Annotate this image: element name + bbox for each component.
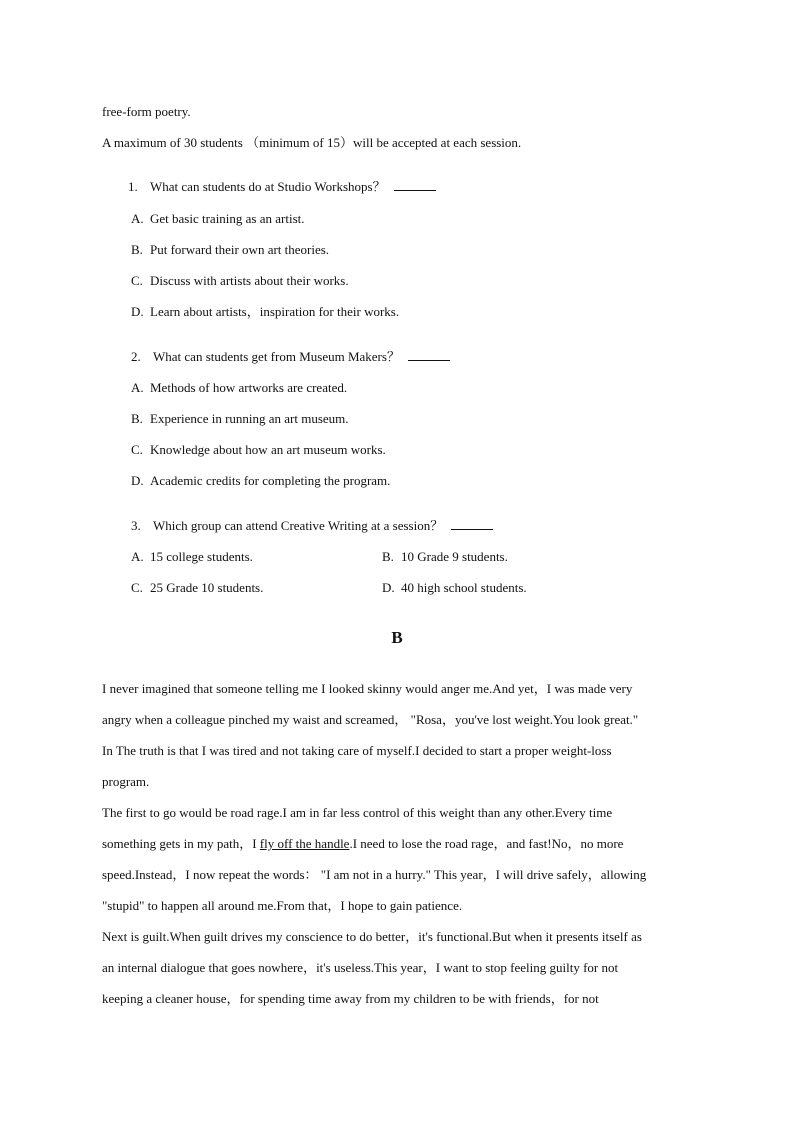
question-2 <box>131 349 450 365</box>
option-2a[interactable] <box>131 380 347 396</box>
option-1c[interactable] <box>131 273 349 289</box>
passage-paragraph-1 <box>102 673 702 1014</box>
option-3d[interactable] <box>382 580 527 596</box>
option-text: Get basic training as an artist. <box>150 211 305 226</box>
question-text: What can students do at Studio Workshops？ <box>150 179 386 194</box>
option-letter: C. <box>131 273 143 288</box>
question-3 <box>131 518 493 534</box>
option-text: Discuss with artists about their works. <box>150 273 349 288</box>
question-number: 3. <box>131 518 141 533</box>
option-letter: A. <box>131 380 144 395</box>
option-letter: B. <box>131 242 143 257</box>
option-text: Knowledge about how an art museum works. <box>150 442 386 457</box>
underlined-phrase: fly off the handle <box>259 836 350 851</box>
option-text: 40 high school students. <box>401 580 527 595</box>
answer-blank[interactable] <box>451 519 493 530</box>
section-heading: B <box>391 628 403 647</box>
option-text: Experience in running an art museum. <box>150 411 349 426</box>
passage-line: speed.Instead，I now repeat the words： "I am not in a hurry." This year，I will drive safely，allowing <box>102 867 647 882</box>
passage-line: In The truth is that I was tired and not taking care of myself.I decided to start a proper weight-loss <box>102 743 612 758</box>
passage-line: program. <box>102 774 150 789</box>
passage-line: angry when a colleague pinched my waist and screamed， "Rosa，you've lost weight.You look great." <box>102 712 639 727</box>
option-text: 25 Grade 10 students. <box>150 580 264 595</box>
option-letter: B. <box>131 411 143 426</box>
answer-blank[interactable] <box>394 180 436 191</box>
option-3b[interactable] <box>382 549 508 565</box>
option-letter: A. <box>131 211 144 226</box>
option-letter: A. <box>131 549 144 564</box>
option-letter: C. <box>131 580 143 595</box>
question-number: 2. <box>131 349 141 364</box>
option-text: Methods of how artworks are created. <box>150 380 348 395</box>
option-text: Academic credits for completing the program. <box>150 473 391 488</box>
passage-line: an internal dialogue that goes nowhere，it's useless.This year，I want to stop feeling guilty for not <box>102 960 619 975</box>
question-text: Which group can attend Creative Writing at a session？ <box>153 518 444 533</box>
option-2b[interactable] <box>131 411 349 427</box>
passage-line <box>102 828 702 859</box>
question-text: What can students get from Museum Makers？ <box>153 349 400 364</box>
passage-line: The first to go would be road rage.I am in far less control of this weight than any other.Every time <box>102 805 613 820</box>
option-text: Put forward their own art theories. <box>150 242 330 257</box>
intro-line-1: free-form poetry. <box>102 104 191 119</box>
passage-line: keeping a cleaner house，for spending time away from my children to be with friends，for not <box>102 991 599 1006</box>
option-3a[interactable] <box>131 549 253 565</box>
option-2d[interactable] <box>131 473 390 489</box>
option-letter: B. <box>382 549 394 564</box>
option-text: Learn about artists，inspiration for their works. <box>150 304 400 319</box>
question-1 <box>128 179 436 195</box>
option-text: 10 Grade 9 students. <box>401 549 508 564</box>
option-letter: D. <box>131 473 144 488</box>
option-letter: C. <box>131 442 143 457</box>
intro-line-2: A maximum of 30 students （minimum of 15）will be accepted at each session. <box>102 135 522 150</box>
option-text: 15 college students. <box>150 549 253 564</box>
passage-line: "stupid" to happen all around me.From that，I hope to gain patience. <box>102 898 463 913</box>
question-number: 1. <box>128 179 138 194</box>
option-1a[interactable] <box>131 211 305 227</box>
passage-line: Next is guilt.When guilt drives my conscience to do better，it's functional.But when it presents itself as <box>102 929 642 944</box>
line-text: .I need to lose the road rage，and fast!No，no more <box>349 836 624 851</box>
line-text: something gets in my path，I <box>102 836 260 851</box>
answer-blank[interactable] <box>408 350 450 361</box>
option-1d[interactable] <box>131 304 399 320</box>
option-letter: D. <box>131 304 144 319</box>
option-3c[interactable] <box>131 580 263 596</box>
option-1b[interactable] <box>131 242 329 258</box>
option-letter: D. <box>382 580 395 595</box>
passage-line: I never imagined that someone telling me I looked skinny would anger me.And yet，I was made very <box>102 681 633 696</box>
option-2c[interactable] <box>131 442 386 458</box>
